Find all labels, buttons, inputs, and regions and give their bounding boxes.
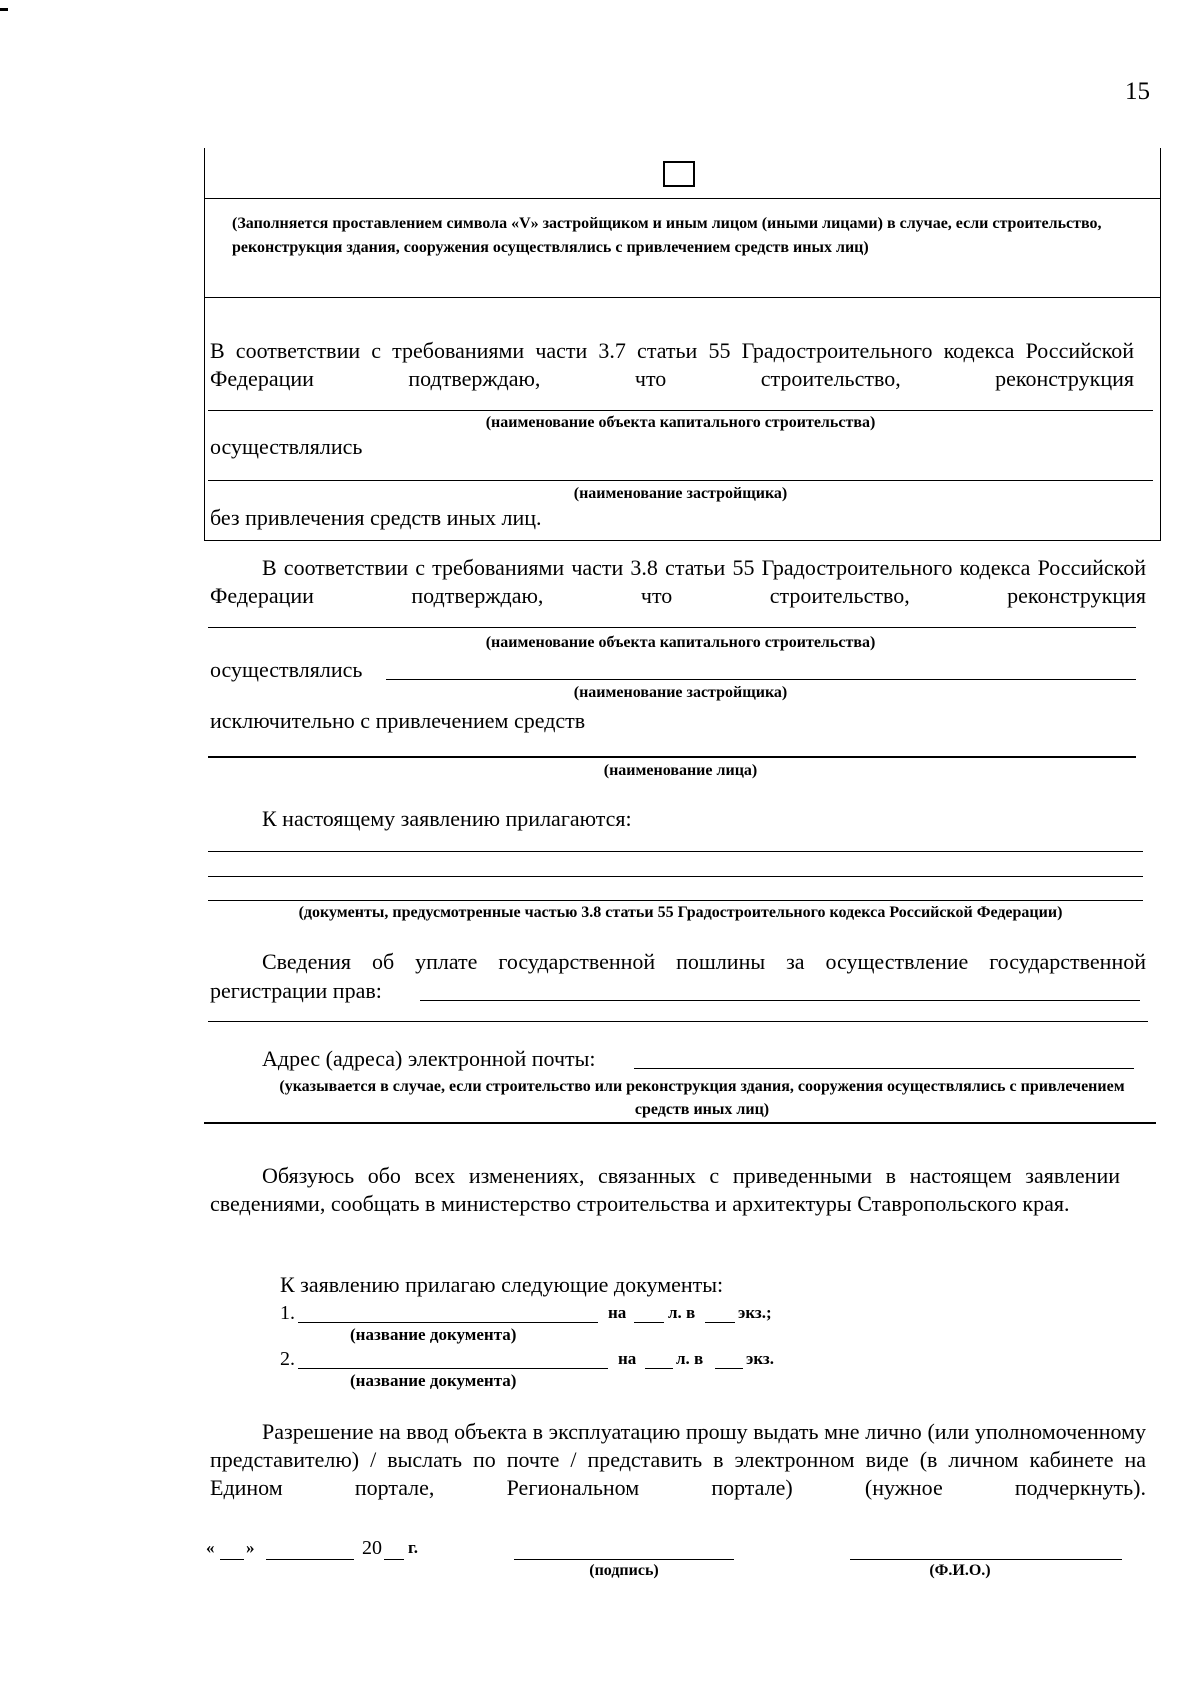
email-caption: (указывается в случае, если строительство или реконструкция здания, сооружения осуществлялись с привлечением средств иных лиц) (279, 1078, 1125, 1118)
obligation-text: Обязуюсь обо всех изменениях, связанных с приведенными в настоящем заявлении сведениями, сообщать в министерство строительства и архитектуры Ставропольского края. (210, 1163, 1120, 1216)
developer-name-line[interactable] (386, 679, 1136, 680)
page-number: 15 (1125, 78, 1150, 105)
date-open-quote: « (206, 1538, 215, 1557)
full-name-line[interactable] (850, 1559, 1122, 1560)
fee-line-2[interactable] (208, 1021, 1148, 1022)
caption-signature: (подпись) (589, 1562, 659, 1579)
divider (204, 198, 1161, 199)
scan-mark (0, 8, 8, 11)
attachment-line[interactable] (208, 900, 1143, 901)
label-carried-out: осуществлялись (210, 434, 363, 459)
caption-full-name: (Ф.И.О.) (929, 1562, 991, 1579)
date-day-line[interactable] (220, 1559, 244, 1560)
text-exclusively: исключительно с привлечением средств (210, 708, 586, 733)
document-name-line[interactable] (298, 1322, 598, 1323)
document-sheets-line[interactable] (634, 1322, 664, 1323)
date-close-quote: » (246, 1538, 255, 1557)
email-label: Адрес (адреса) электронной почты: (262, 1046, 596, 1071)
document-item-number: 1. (280, 1302, 295, 1324)
attachments-caption: (документы, предусмотренные частью 3.8 статьи 55 Градостроительного кодекса Российской Федерации) (298, 904, 1063, 921)
attachments-heading: К настоящему заявлению прилагаются: (262, 806, 632, 831)
fee-line[interactable] (420, 1000, 1140, 1001)
document-sheets-line[interactable] (645, 1368, 673, 1369)
document-name-line[interactable] (298, 1368, 608, 1369)
caption-object: (наименование объекта капитального строительства) (485, 634, 876, 651)
checkbox-note: (Заполняется проставлением символа «V» застройщиком и иным лицом (иными лицами) в случае, если строительство, реконструкция здания, сооружения осуществлялись с привлечением средств иных лиц) (232, 215, 1102, 256)
documents-heading: К заявлению прилагаю следующие документы: (280, 1272, 724, 1297)
document-caption: (название документа) (350, 1325, 517, 1344)
fee-text: Сведения об уплате государственной пошлины за осуществление государственной (262, 949, 1146, 974)
caption-developer: (наименование застройщика) (573, 684, 788, 701)
caption-developer: (наименование застройщика) (573, 485, 788, 502)
caption-person: (наименование лица) (603, 762, 758, 779)
date-month-line[interactable] (266, 1559, 354, 1560)
attachment-line[interactable] (208, 876, 1143, 877)
object-name-line[interactable] (208, 627, 1136, 628)
signature-line[interactable] (514, 1559, 734, 1560)
document-on: на (618, 1349, 637, 1368)
year-suffix: г. (408, 1538, 419, 1557)
year-prefix: 20 (362, 1537, 382, 1559)
document-copies-line[interactable] (705, 1322, 735, 1323)
document-item-number: 2. (280, 1348, 295, 1370)
document-sheets: л. в (676, 1349, 704, 1368)
document-copies: экз.; (738, 1303, 772, 1322)
document-caption: (название документа) (350, 1371, 517, 1390)
fee-label: регистрации прав: (210, 978, 382, 1003)
developer-name-line[interactable] (208, 480, 1153, 481)
document-on: на (608, 1303, 627, 1322)
caption-object: (наименование объекта капитального строительства) (485, 414, 876, 431)
section-37-text: В соответствии с требованиями части 3.7 статьи 55 Градостроительного кодекса Российской Федерации подтверждаю, что строительство, реконструкция (210, 338, 1134, 391)
email-input-line[interactable] (634, 1068, 1134, 1069)
document-copies: экз. (746, 1349, 774, 1368)
permit-text: Разрешение на ввод объекта в эксплуатацию прошу выдать мне лично (или уполномоченному представителю) / выслать по почте / представить в электронном виде (в личном кабинете на Едином портале, Региональном портале) (нужное подчеркнуть). (210, 1419, 1146, 1500)
date-year-line[interactable] (384, 1559, 404, 1560)
developer-checkbox[interactable] (663, 161, 695, 187)
document-sheets: л. в (668, 1303, 696, 1322)
section-38-text: В соответствии с требованиями части 3.8 статьи 55 Градостроительного кодекса Российской Федерации подтверждаю, что строительство, реконструкция (210, 555, 1146, 608)
section-divider (204, 1122, 1156, 1124)
person-name-line[interactable] (208, 756, 1136, 758)
attachment-line[interactable] (208, 851, 1143, 852)
object-name-line[interactable] (208, 410, 1153, 411)
divider (204, 540, 1161, 541)
document-copies-line[interactable] (715, 1368, 743, 1369)
label-carried-out: осуществлялись (210, 657, 363, 682)
text-without-funds: без привлечения средств иных лиц. (210, 505, 542, 530)
